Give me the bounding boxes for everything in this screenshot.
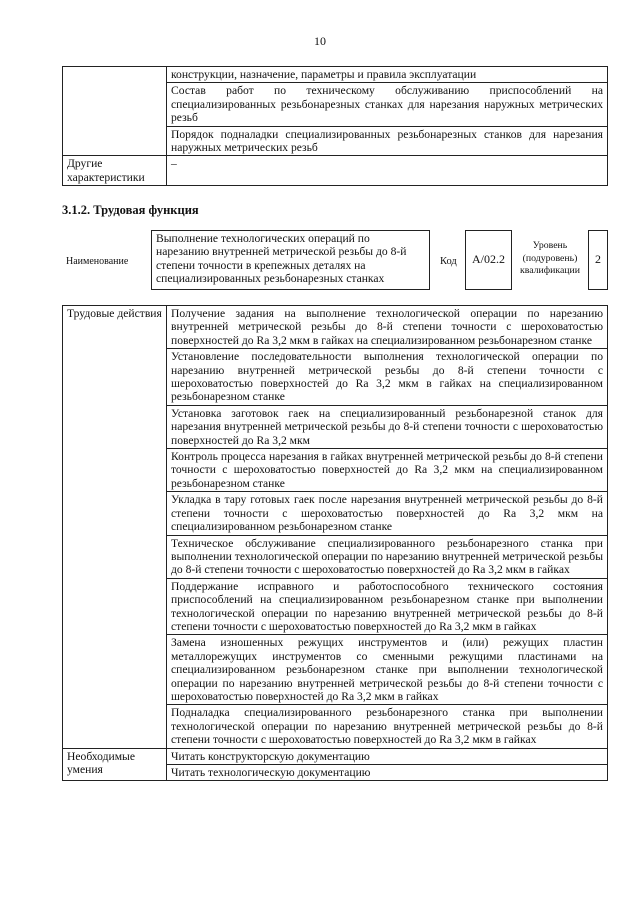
labor-actions-label: Трудовые действия bbox=[63, 306, 167, 749]
code-box bbox=[465, 230, 512, 290]
skill-item: Читать технологическую документацию bbox=[167, 765, 608, 781]
labor-action-item: Контроль процесса нарезания в гайках внутренней метрической резьбы до 8-й степени точности с шероховатостью поверхностей до Ra 3,2 мкм на специализированном резьбонарезном станке bbox=[167, 449, 608, 492]
table-row bbox=[63, 306, 608, 349]
row-text: Состав работ по техническому обслуживанию приспособлений на специализированных резьбонарезных станках для нарезания наружных метрических резьб bbox=[167, 83, 608, 126]
table-row bbox=[63, 748, 608, 764]
table-row bbox=[63, 67, 608, 83]
labor-action-item: Поддержание исправного и работоспособного технического состояния приспособлений на специализированном резьбонарезном станке при выполнении технологической операции по нарезанию внутренней метрической резьбы до 8-й степени точности с шероховатостью поверхностей до Ra 3,2 мкм в гайках bbox=[167, 578, 608, 635]
function-name: Выполнение технологических операций по нарезанию внутренней метрической резьбы до 8-й степени точности в крепежных деталях на специализированных резьбонарезных станках bbox=[156, 232, 407, 286]
name-label: Наименование bbox=[66, 256, 129, 267]
labor-action-item: Подналадка специализированного резьбонарезного станка при выполнении технологической операции по нарезанию внутренней метрической резьбы до 8-й степени точности с шероховатостью поверхностей до Ra 3,2 мкм в гайках bbox=[167, 705, 608, 748]
table-row bbox=[63, 126, 608, 156]
function-name-box bbox=[151, 230, 430, 290]
labor-action-item: Получение задания на выполнение технологической операции по нарезанию внутренней метрической резьбы до 8-й степени точности с шероховатостью поверхностей до Ra 3,2 мкм в гайках на специализированном резьбонарезном станке bbox=[167, 306, 608, 349]
row-text: Порядок подналадки специализированных резьбонарезных станков для нарезания наружных метрических резьб bbox=[167, 126, 608, 156]
labor-action-item: Укладка в тару готовых гаек после нарезания внутренней метрической резьбы до 8-й степени точности с шероховатостью поверхностей до Ra 3,2 мкм на специализированном резьбонарезном станке bbox=[167, 492, 608, 535]
table-row bbox=[63, 156, 608, 186]
level-box bbox=[588, 230, 608, 290]
skill-item: Читать конструкторскую документацию bbox=[167, 748, 608, 764]
page-number: 10 bbox=[314, 34, 326, 48]
knowledge-table-continuation bbox=[62, 66, 608, 186]
labor-action-item: Установка заготовок гаек на специализированный резьбонарезной станок для нарезания внутренней метрической резьбы до 8-й степени точности с шероховатостью поверхностей до Ra 3,2 мкм bbox=[167, 405, 608, 448]
other-characteristics-label: Другие характеристики bbox=[63, 156, 167, 186]
row-label bbox=[63, 83, 167, 126]
code-value: A/02.2 bbox=[472, 252, 505, 267]
row-text: конструкции, назначение, параметры и правила эксплуатации bbox=[167, 67, 608, 83]
labor-action-item: Замена изношенных режущих инструментов и (или) режущих пластин металлорежущих инструментов со сменными режущими пластинами на специализированном резьбонарезном станке при выполнении технологической операции по нарезанию внутренней метрической резьбы до 8-й степени точности с шероховатостью поверхностей до Ra 3,2 мкм в гайках bbox=[167, 635, 608, 705]
code-label: Код bbox=[440, 256, 457, 267]
labor-action-item: Установление последовательности выполнения технологической операции по нарезанию внутренней метрической резьбы до 8-й степени точности с шероховатостью поверхностей до Ra 3,2 мкм в гайках на специализированном резьбонарезном станке bbox=[167, 349, 608, 406]
table-row bbox=[63, 83, 608, 126]
row-label bbox=[63, 67, 167, 83]
row-label bbox=[63, 126, 167, 156]
level-value: 2 bbox=[595, 252, 601, 267]
other-characteristics-value: – bbox=[167, 156, 608, 186]
skills-label: Необходимые умения bbox=[63, 748, 167, 781]
qualification-level-label: Уровень (подуровень) квалификации bbox=[519, 240, 581, 276]
section-heading: 3.1.2. Трудовая функция bbox=[62, 203, 199, 217]
labor-actions-table bbox=[62, 305, 608, 781]
labor-action-item: Техническое обслуживание специализированного резьбонарезного станка при выполнении технологической операции по нарезанию внутренней метрической резьбы до 8-й степени точности с шероховатостью поверхностей до Ra 3,2 мкм в гайках bbox=[167, 535, 608, 578]
